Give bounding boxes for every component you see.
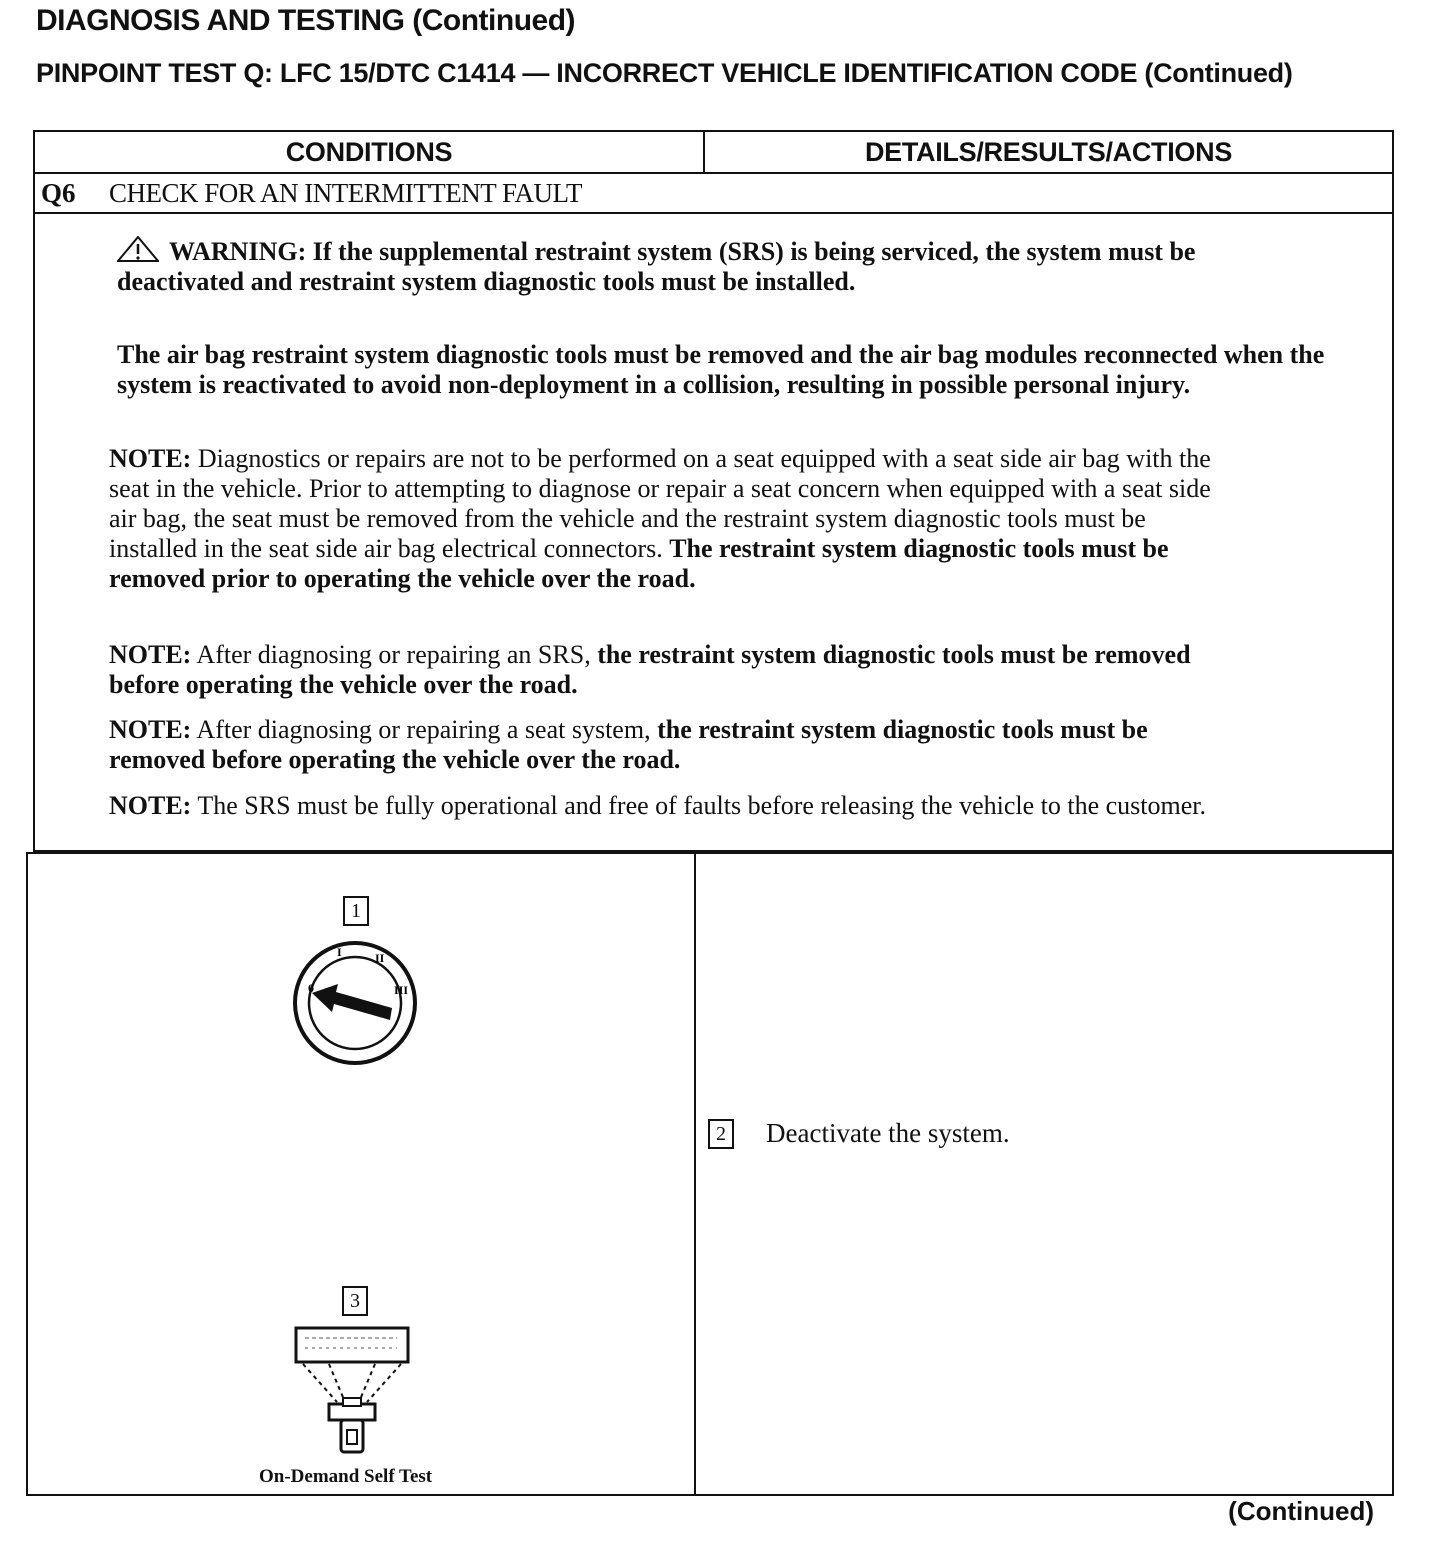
note	[109, 444, 1229, 594]
note-text: After diagnosing or repairing an SRS,	[196, 640, 591, 669]
illustration-action-table	[26, 852, 1394, 1496]
ignition-mark-1: I	[337, 945, 342, 959]
note-emphasis: the restraint system diagnostic tools must be removed before operating the vehicle over the road.	[109, 715, 1148, 774]
note-label: NOTE:	[109, 444, 192, 473]
illustration-caption: On-Demand Self Test	[259, 1466, 433, 1487]
pinpoint-test-table	[33, 130, 1394, 852]
note-label: NOTE:	[109, 715, 192, 744]
note-text: Diagnostics or repairs are not to be performed on a seat equipped with a seat side air bag with the seat in the vehicle. Prior to attempting to diagnose or repair a seat concern when equipped with a seat side air bag, the seat must be removed from the vehicle and the restraint system diagnostic tools must be installed in the seat side air bag electrical connectors.	[109, 444, 1211, 563]
step-id: Q6	[41, 178, 76, 208]
note	[109, 640, 1229, 700]
page-title: DIAGNOSIS AND TESTING (Continued)	[36, 4, 576, 37]
ignition-switch-icon	[290, 938, 420, 1068]
pinpoint-test-title: PINPOINT TEST Q: LFC 15/DTC C1414 — INCORRECT VEHICLE IDENTIFICATION CODE (Continued)	[36, 58, 1293, 88]
ignition-mark-0: 0	[308, 981, 314, 995]
warning-triangle-icon	[117, 236, 159, 262]
column-header-details: DETAILS/RESULTS/ACTIONS	[705, 132, 1392, 174]
continued-label: (Continued)	[1228, 1496, 1374, 1526]
ignition-mark-2: II	[375, 951, 385, 965]
action-step-2: Deactivate the system.	[766, 1118, 1010, 1148]
note-label: NOTE:	[109, 791, 192, 820]
ignition-mark-3: III	[394, 983, 409, 997]
warning-block	[117, 236, 1317, 297]
warning-text: WARNING: If the supplemental restraint system (SRS) is being serviced, the system must be deactivated and restraint system diagnostic tools must be installed.	[117, 237, 1196, 296]
note-emphasis: the restraint system diagnostic tools must be removed before operating the vehicle over the road.	[109, 640, 1191, 699]
column-divider	[694, 854, 696, 1494]
note	[109, 791, 1229, 821]
step-row	[35, 174, 1392, 214]
scan-tool-icon	[293, 1326, 413, 1456]
callout-2: 2	[708, 1119, 734, 1149]
note-text: After diagnosing or repairing a seat system,	[196, 715, 651, 744]
note	[109, 715, 1229, 775]
note-text: The SRS must be fully operational and free of faults before releasing the vehicle to the customer.	[197, 791, 1207, 820]
note-label: NOTE:	[109, 640, 192, 669]
step-title: CHECK FOR AN INTERMITTENT FAULT	[109, 178, 583, 208]
callout-3: 3	[342, 1286, 368, 1316]
note-emphasis: The restraint system diagnostic tools must be removed prior to operating the vehicle over the road.	[109, 534, 1169, 593]
callout-1: 1	[343, 896, 369, 926]
column-header-conditions: CONDITIONS	[35, 132, 705, 174]
warning-text-continued: The air bag restraint system diagnostic tools must be removed and the air bag modules reconnected when the system is reactivated to avoid non-deployment in a collision, resulting in possible personal injury.	[117, 340, 1325, 399]
